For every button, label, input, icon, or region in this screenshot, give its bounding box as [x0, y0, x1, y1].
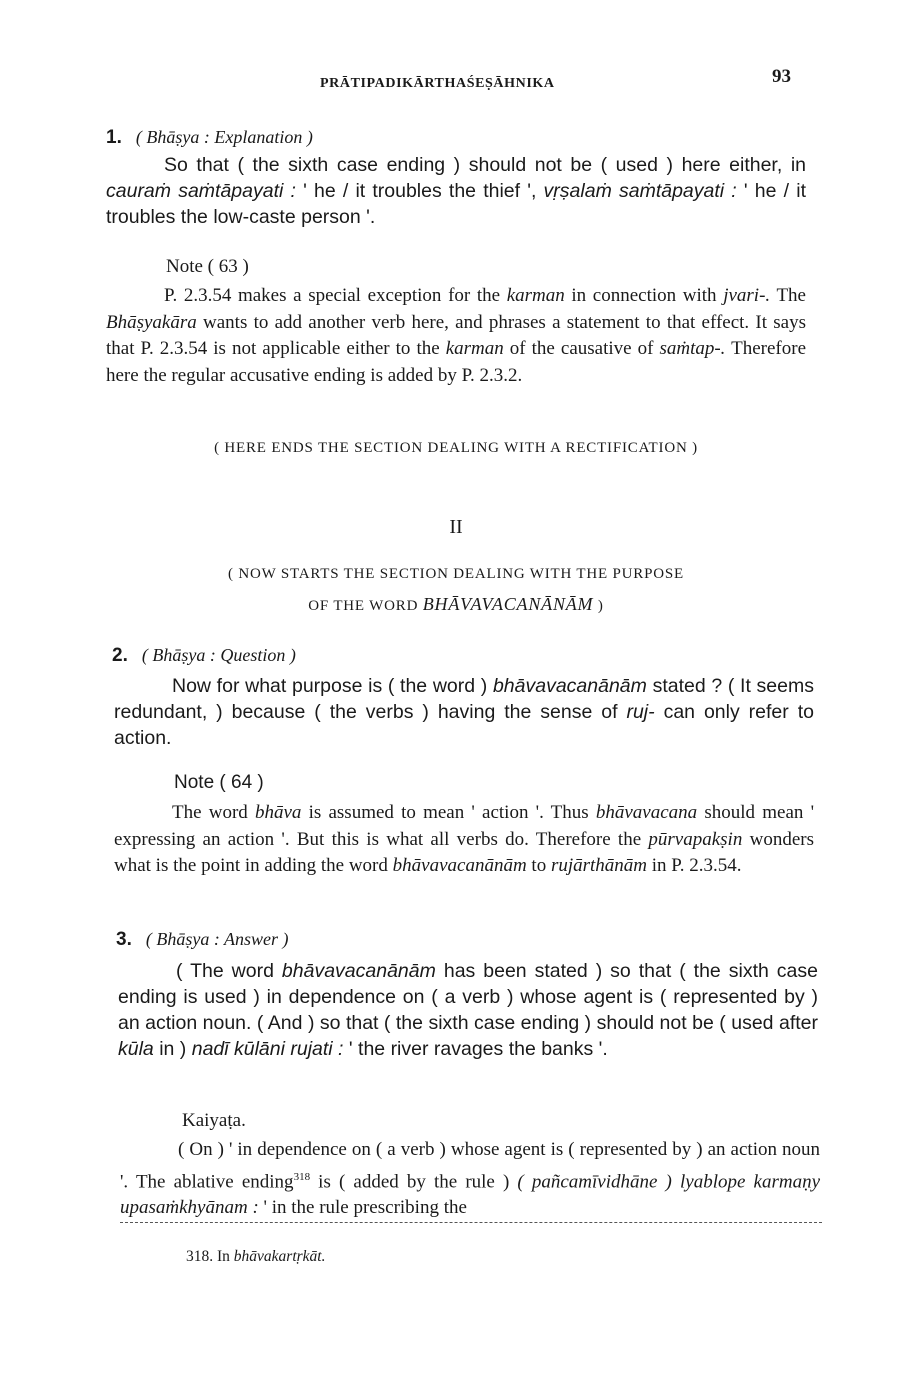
section-2-heading — [112, 645, 296, 667]
section-label: ( Bhāṣya : Answer ) — [145, 929, 289, 949]
paragraph: The word bhāva is assumed to mean ' action '. Thus bhāvavacana should mean ' expressing an action '. But this is what all verbs do. Therefore the pūrvapakṣin wonders what is the point in adding the word bhāvavacanānām to rujārthānām in P. 2.3.54. — [114, 802, 814, 876]
page-number: 93 — [772, 66, 791, 87]
section-roman-numeral: II — [449, 516, 463, 538]
section-3-body — [118, 958, 818, 1062]
paragraph: P. 2.3.54 makes a special exception for the karman in connection with jvari-. The Bhāṣyakāra wants to add another verb here, and phrases a statement to that effect. It says that P. 2.3.54 is not applicable either to the karman of the causative of saṁtap-. Therefore here the regular accusative ending is added by P. 2.3.2. — [106, 285, 807, 386]
section-3-heading — [116, 929, 289, 951]
kaiyata-body — [120, 1137, 820, 1222]
section-label: ( Bhāṣya : Explanation ) — [135, 127, 313, 147]
section-start-line-1: ( NOW STARTS THE SECTION DEALING WITH THE PURPOSE — [228, 566, 684, 582]
section-end-marker: ( HERE ENDS THE SECTION DEALING WITH A RECTIFICATION ) — [214, 440, 698, 456]
running-header-title: PRĀTIPADIKĀRTHAŚEṢĀHNIKA — [320, 76, 555, 91]
section-number: 1. — [106, 127, 122, 148]
note-64-label: Note ( 64 ) — [174, 772, 264, 793]
paragraph: Now for what purpose is ( the word ) bhāvavacanānām stated ? ( It seems redundant, ) because ( the verbs ) having the sense of ruj- can only refer to action. — [114, 675, 814, 749]
paragraph: ( The word bhāvavacanānām has been stated ) so that ( the sixth case ending is used ) in dependence on ( a verb ) whose agent is ( represented by ) an action noun. ( And ) so that ( the sixth case ending ) should not be ( used after kūla in ) nadī kūlāni rujati : ' the river ravages the banks '. — [118, 960, 818, 1060]
section-label: ( Bhāṣya : Question ) — [141, 645, 296, 665]
section-start-line-2: OF THE WORD BHĀVAVACANĀNĀM ) — [308, 594, 604, 614]
paragraph: So that ( the sixth case ending ) should not be ( used ) here either, in cauraṁ saṁtāpayati : ' he / it troubles the thief ', vṛṣalaṁ saṁtāpayati : ' he / it troubles the low-caste person '. — [106, 154, 806, 228]
note-64-body — [114, 800, 814, 880]
note-63-body — [106, 283, 806, 389]
paragraph: ( On ) ' in dependence on ( a verb ) whose agent is ( represented by ) an action noun '. The ablative ending$^{318}$ is ( added by the rule ) ( pañcamīvidhāne ) lyablope karmaṇy upasaṁkhyānam : ' in the rule prescribing the — [120, 1139, 821, 1219]
footnote: 318. In bhāvakartṛkāt. — [186, 1248, 326, 1265]
note-63-label: Note ( 63 ) — [166, 256, 249, 277]
footnote-divider — [120, 1222, 822, 1223]
footnote-ref: 318 — [293, 1170, 311, 1183]
section-1-body — [106, 152, 806, 230]
section-number: 2. — [112, 645, 128, 666]
section-2-body — [114, 673, 814, 751]
kaiyata-label: Kaiyaṭa. — [182, 1110, 246, 1131]
section-1-heading — [106, 127, 313, 149]
section-number: 3. — [116, 929, 132, 950]
